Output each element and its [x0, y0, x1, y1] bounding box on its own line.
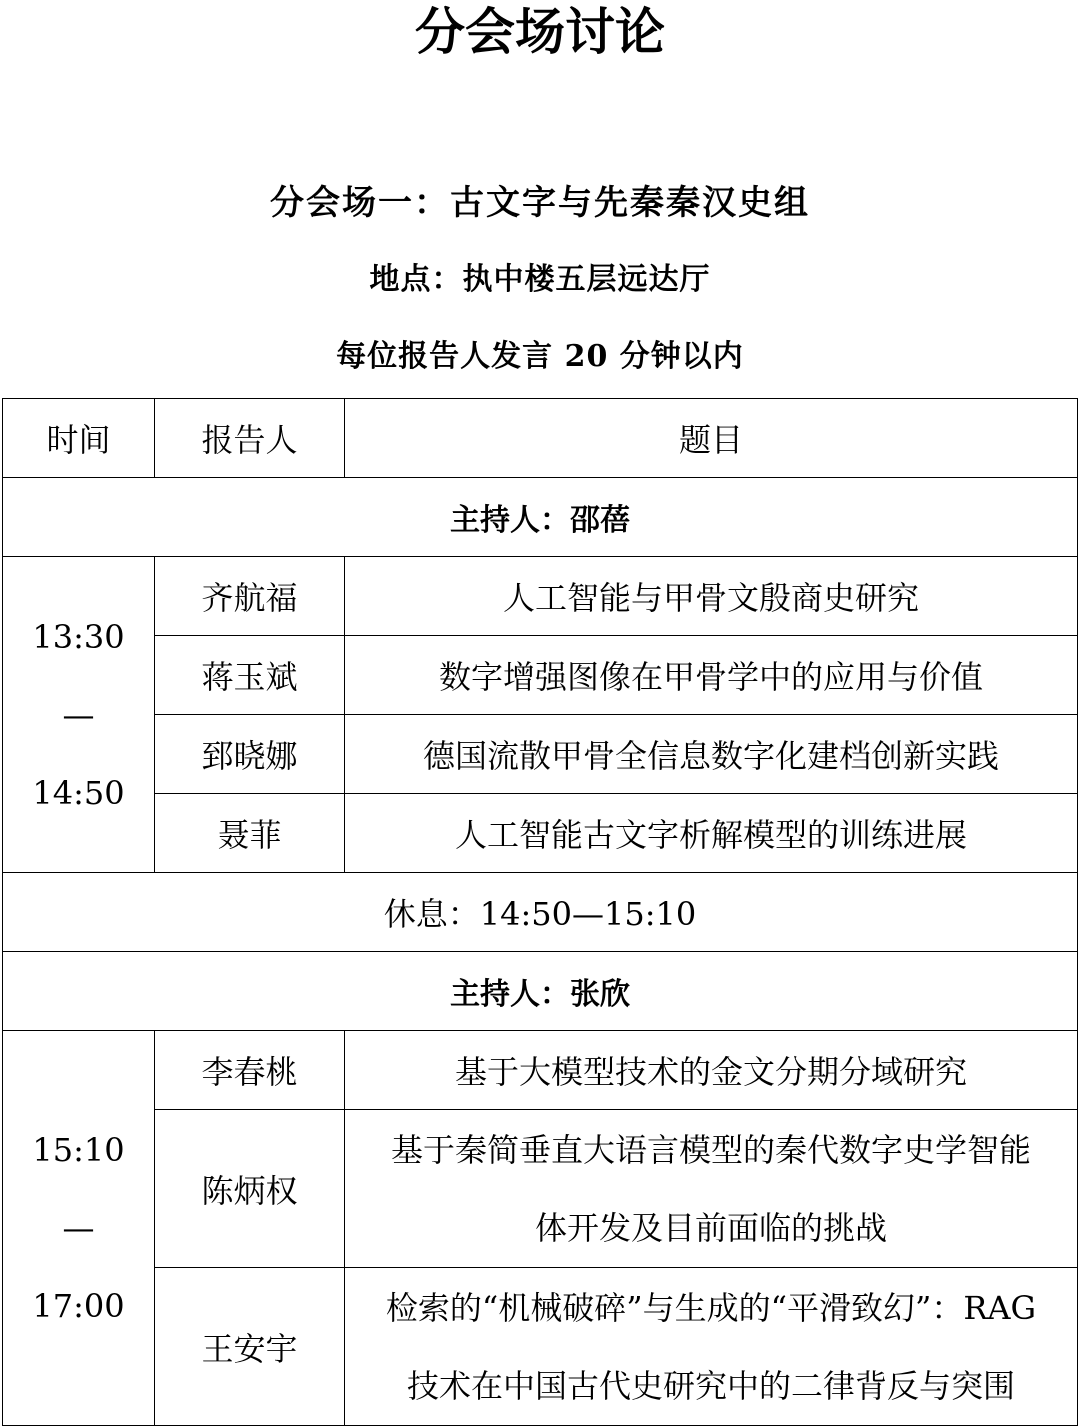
session-location: 地点：执中楼五层远达厅	[369, 262, 711, 297]
speaker-cell: 聂菲	[155, 794, 345, 873]
speaker-cell: 李春桃	[155, 1031, 345, 1110]
topic-line-1: 检索的“机械破碎”与生成的“平滑致幻”：RAG	[385, 1288, 1037, 1327]
speaker-cell: 蒋玉斌	[155, 636, 345, 715]
time-cell-1	[3, 557, 155, 873]
header-topic: 题目	[345, 399, 1078, 478]
moderator-2: 主持人：张欣	[3, 952, 1078, 1031]
topic-cell: 数字增强图像在甲骨学中的应用与价值	[345, 636, 1078, 715]
table-row	[3, 557, 1078, 636]
time-end: 17:00	[32, 1287, 125, 1325]
time-start: 13:30	[32, 617, 125, 656]
topic-cell	[345, 1268, 1078, 1426]
moderator-row	[3, 952, 1078, 1031]
speaker-cell: 王安宇	[155, 1268, 345, 1426]
speaker-cell: 齐航福	[155, 557, 345, 636]
topic-line-2: 体开发及目前面临的挑战	[534, 1208, 887, 1247]
topic-cell: 德国流散甲骨全信息数字化建档创新实践	[345, 715, 1078, 794]
time-start: 15:10	[32, 1131, 125, 1169]
moderator-1: 主持人：邵蓓	[3, 478, 1078, 557]
header-time: 时间	[3, 399, 155, 478]
time-dash: —	[62, 695, 95, 734]
speaker-cell: 郅晓娜	[155, 715, 345, 794]
topic-line-1: 基于秦简垂直大语言模型的秦代数字史学智能	[390, 1130, 1031, 1169]
moderator-row	[3, 478, 1078, 557]
speaker-cell: 陈炳权	[155, 1110, 345, 1268]
session-title: 分会场一：古文字与先秦秦汉史组	[270, 183, 810, 223]
session-note: 每位报告人发言 20 分钟以内	[336, 339, 744, 374]
table-header-row	[3, 399, 1078, 478]
time-end: 14:50	[32, 773, 125, 812]
topic-cell	[345, 1110, 1078, 1268]
topic-cell: 人工智能与甲骨文殷商史研究	[345, 557, 1078, 636]
table-row	[3, 1110, 1078, 1268]
break-cell: 休息：14:50—15:10	[3, 873, 1078, 952]
schedule-table	[2, 398, 1078, 1426]
time-dash: —	[62, 1209, 95, 1247]
break-row	[3, 873, 1078, 952]
topic-line-2: 技术在中国古代史研究中的二律背反与突围	[406, 1366, 1015, 1405]
table-row	[3, 636, 1078, 715]
time-cell-2	[3, 1031, 155, 1426]
table-row	[3, 1031, 1078, 1110]
topic-cell: 人工智能古文字析解模型的训练进展	[345, 794, 1078, 873]
header-speaker: 报告人	[155, 399, 345, 478]
page-title: 分会场讨论	[415, 3, 665, 61]
table-row	[3, 794, 1078, 873]
topic-cell: 基于大模型技术的金文分期分域研究	[345, 1031, 1078, 1110]
table-row	[3, 1268, 1078, 1426]
table-row	[3, 715, 1078, 794]
